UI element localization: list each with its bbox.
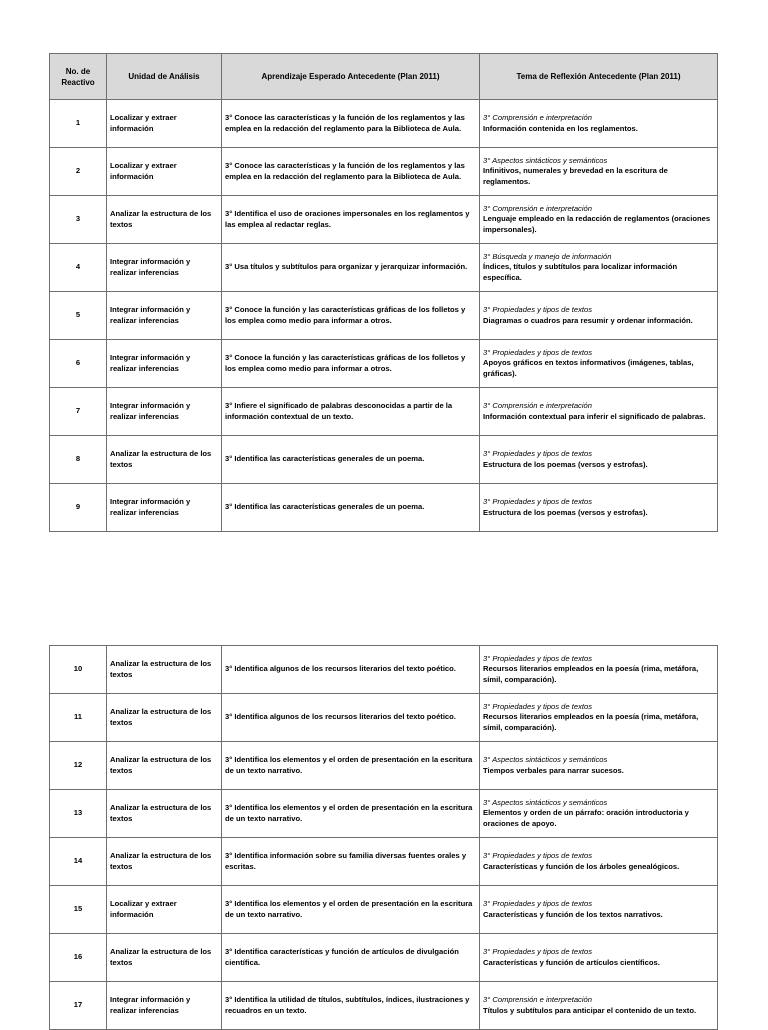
aprendizaje-esperado: 3° Conoce las características y la función de los reglamentos y las emplea en la redacción del reglamento para la Biblioteca de Aula. xyxy=(222,148,480,196)
aprendizaje-esperado: 3° Identifica las características generales de un poema. xyxy=(222,436,480,484)
tema-reflexion xyxy=(480,484,718,532)
header-reactivo: No. de Reactivo xyxy=(50,54,107,100)
unidad-analisis: Analizar la estructura de los textos xyxy=(107,934,222,982)
tema-text: Apoyos gráficos en textos informativos (imágenes, tablas, gráficas). xyxy=(483,358,694,378)
tema-category: 3° Propiedades y tipos de textos xyxy=(483,347,592,357)
table-row xyxy=(50,742,718,790)
table-header-row xyxy=(50,54,718,100)
tema-reflexion xyxy=(480,388,718,436)
table-row xyxy=(50,244,718,292)
tema-reflexion xyxy=(480,742,718,790)
tema-text: Recursos literarios empleados en la poesía (rima, metáfora, símil, comparación). xyxy=(483,664,699,684)
tema-text: Estructura de los poemas (versos y estrofas). xyxy=(483,507,648,517)
unidad-analisis: Integrar información y realizar inferencias xyxy=(107,340,222,388)
tema-text: Características y función de los textos narrativos. xyxy=(483,909,663,919)
tema-text: Recursos literarios empleados en la poesía (rima, metáfora, símil, comparación). xyxy=(483,712,699,732)
tema-reflexion xyxy=(480,886,718,934)
reactivo-number: 12 xyxy=(50,742,107,790)
reactivo-number: 4 xyxy=(50,244,107,292)
reactivo-number: 10 xyxy=(50,646,107,694)
tema-reflexion xyxy=(480,838,718,886)
tema-category: 3° Búsqueda y manejo de información xyxy=(483,251,612,261)
unidad-analisis: Integrar información y realizar inferencias xyxy=(107,484,222,532)
tema-category: 3° Propiedades y tipos de textos xyxy=(483,850,592,860)
unidad-analisis: Analizar la estructura de los textos xyxy=(107,838,222,886)
tema-reflexion xyxy=(480,196,718,244)
tema-reflexion xyxy=(480,244,718,292)
tema-text: Índices, títulos y subtítulos para localizar información específica. xyxy=(483,262,678,282)
tema-text: Elementos y orden de un párrafo: oración introductoria y oraciones de apoyo. xyxy=(483,808,689,828)
reactivo-number: 14 xyxy=(50,838,107,886)
aprendizaje-esperado: 3° Identifica información sobre su familia diversas fuentes orales y escritas. xyxy=(222,838,480,886)
tema-text: Tiempos verbales para narrar sucesos. xyxy=(483,765,624,775)
tema-category: 3° Propiedades y tipos de textos xyxy=(483,496,592,506)
unidad-analisis: Analizar la estructura de los textos xyxy=(107,646,222,694)
table-row xyxy=(50,436,718,484)
table-row xyxy=(50,646,718,694)
tema-category: 3° Comprensión e interpretación xyxy=(483,400,592,410)
reactivo-number: 16 xyxy=(50,934,107,982)
reactivo-number: 17 xyxy=(50,982,107,1030)
table-2-body xyxy=(50,646,718,1030)
tema-reflexion xyxy=(480,982,718,1030)
aprendizaje-esperado: 3° Conoce las características y la función de los reglamentos y las emplea en la redacción del reglamento para la Biblioteca de Aula. xyxy=(222,100,480,148)
aprendizaje-esperado: 3° Identifica los elementos y el orden de presentación en la escritura de un texto narrativo. xyxy=(222,742,480,790)
tema-reflexion xyxy=(480,292,718,340)
tema-category: 3° Propiedades y tipos de textos xyxy=(483,898,592,908)
reactivo-number: 8 xyxy=(50,436,107,484)
reactivos-table-1 xyxy=(49,53,718,532)
aprendizaje-esperado: 3° Infiere el significado de palabras desconocidas a partir de la información contextual de un texto. xyxy=(222,388,480,436)
tema-text: Infinitivos, numerales y brevedad en la escritura de reglamentos. xyxy=(483,166,668,186)
header-tema: Tema de Reflexión Antecedente (Plan 2011) xyxy=(480,54,718,100)
header-aprendizaje: Aprendizaje Esperado Antecedente (Plan 2011) xyxy=(222,54,480,100)
tema-reflexion xyxy=(480,340,718,388)
aprendizaje-esperado: 3° Identifica los elementos y el orden de presentación en la escritura de un texto narrativo. xyxy=(222,886,480,934)
table-row xyxy=(50,388,718,436)
tema-text: Lenguaje empleado en la redacción de reglamentos (oraciones impersonales). xyxy=(483,214,711,234)
unidad-analisis: Analizar la estructura de los textos xyxy=(107,196,222,244)
aprendizaje-esperado: 3° Identifica la utilidad de títulos, subtítulos, índices, ilustraciones y recuadros en un texto. xyxy=(222,982,480,1030)
tema-category: 3° Propiedades y tipos de textos xyxy=(483,448,592,458)
table-row xyxy=(50,196,718,244)
unidad-analisis: Analizar la estructura de los textos xyxy=(107,742,222,790)
aprendizaje-esperado: 3° Conoce la función y las características gráficas de los folletos y los emplea como medio para informar a otros. xyxy=(222,340,480,388)
table-row xyxy=(50,694,718,742)
unidad-analisis: Localizar y extraer información xyxy=(107,100,222,148)
tema-category: 3° Propiedades y tipos de textos xyxy=(483,653,592,663)
table-row xyxy=(50,838,718,886)
tema-reflexion xyxy=(480,148,718,196)
tema-category: 3° Aspectos sintácticos y semánticos xyxy=(483,797,608,807)
tema-text: Información contenida en los reglamentos. xyxy=(483,123,638,133)
table-row xyxy=(50,790,718,838)
tema-reflexion xyxy=(480,646,718,694)
aprendizaje-esperado: 3° Identifica el uso de oraciones impersonales en los reglamentos y las emplea al redactar reglas. xyxy=(222,196,480,244)
reactivo-number: 13 xyxy=(50,790,107,838)
reactivo-number: 7 xyxy=(50,388,107,436)
aprendizaje-esperado: 3° Identifica los elementos y el orden de presentación en la escritura de un texto narrativo. xyxy=(222,790,480,838)
unidad-analisis: Localizar y extraer información xyxy=(107,148,222,196)
unidad-analisis: Integrar información y realizar inferencias xyxy=(107,244,222,292)
header-unidad: Unidad de Análisis xyxy=(107,54,222,100)
unidad-analisis: Integrar información y realizar inferencias xyxy=(107,982,222,1030)
reactivo-number: 3 xyxy=(50,196,107,244)
aprendizaje-esperado: 3° Identifica características y función de artículos de divulgación científica. xyxy=(222,934,480,982)
tema-category: 3° Aspectos sintácticos y semánticos xyxy=(483,754,608,764)
table-row xyxy=(50,982,718,1030)
tema-text: Diagramas o cuadros para resumir y ordenar información. xyxy=(483,315,693,325)
tema-category: 3° Aspectos sintácticos y semánticos xyxy=(483,155,608,165)
tema-reflexion xyxy=(480,436,718,484)
tema-text: Características y función de artículos científicos. xyxy=(483,957,660,967)
table-row xyxy=(50,340,718,388)
reactivos-table-2 xyxy=(49,645,718,1030)
reactivo-number: 5 xyxy=(50,292,107,340)
table-row xyxy=(50,886,718,934)
table-row xyxy=(50,148,718,196)
reactivo-number: 6 xyxy=(50,340,107,388)
tema-category: 3° Comprensión e interpretación xyxy=(483,203,592,213)
table-1-body xyxy=(50,100,718,532)
tema-reflexion xyxy=(480,694,718,742)
tema-reflexion xyxy=(480,790,718,838)
tema-reflexion xyxy=(480,100,718,148)
reactivo-number: 11 xyxy=(50,694,107,742)
tema-text: Estructura de los poemas (versos y estrofas). xyxy=(483,459,648,469)
tema-category: 3° Comprensión e interpretación xyxy=(483,112,592,122)
unidad-analisis: Analizar la estructura de los textos xyxy=(107,436,222,484)
tema-text: Características y función de los árboles genealógicos. xyxy=(483,861,680,871)
reactivo-number: 15 xyxy=(50,886,107,934)
tema-category: 3° Propiedades y tipos de textos xyxy=(483,701,592,711)
unidad-analisis: Analizar la estructura de los textos xyxy=(107,694,222,742)
unidad-analisis: Localizar y extraer información xyxy=(107,886,222,934)
tema-reflexion xyxy=(480,934,718,982)
tema-text: Títulos y subtítulos para anticipar el contenido de un texto. xyxy=(483,1005,697,1015)
reactivo-number: 9 xyxy=(50,484,107,532)
unidad-analisis: Analizar la estructura de los textos xyxy=(107,790,222,838)
table-row xyxy=(50,100,718,148)
aprendizaje-esperado: 3° Identifica las características generales de un poema. xyxy=(222,484,480,532)
aprendizaje-esperado: 3° Usa títulos y subtítulos para organizar y jerarquizar información. xyxy=(222,244,480,292)
aprendizaje-esperado: 3° Identifica algunos de los recursos literarios del texto poético. xyxy=(222,646,480,694)
table-row xyxy=(50,292,718,340)
aprendizaje-esperado: 3° Conoce la función y las características gráficas de los folletos y los emplea como medio para informar a otros. xyxy=(222,292,480,340)
reactivo-number: 1 xyxy=(50,100,107,148)
unidad-analisis: Integrar información y realizar inferencias xyxy=(107,388,222,436)
table-row xyxy=(50,934,718,982)
table-row xyxy=(50,484,718,532)
tema-category: 3° Comprensión e interpretación xyxy=(483,994,592,1004)
tema-text: Información contextual para inferir el significado de palabras. xyxy=(483,411,706,421)
tema-category: 3° Propiedades y tipos de textos xyxy=(483,946,592,956)
unidad-analisis: Integrar información y realizar inferencias xyxy=(107,292,222,340)
aprendizaje-esperado: 3° Identifica algunos de los recursos literarios del texto poético. xyxy=(222,694,480,742)
tema-category: 3° Propiedades y tipos de textos xyxy=(483,304,592,314)
reactivo-number: 2 xyxy=(50,148,107,196)
